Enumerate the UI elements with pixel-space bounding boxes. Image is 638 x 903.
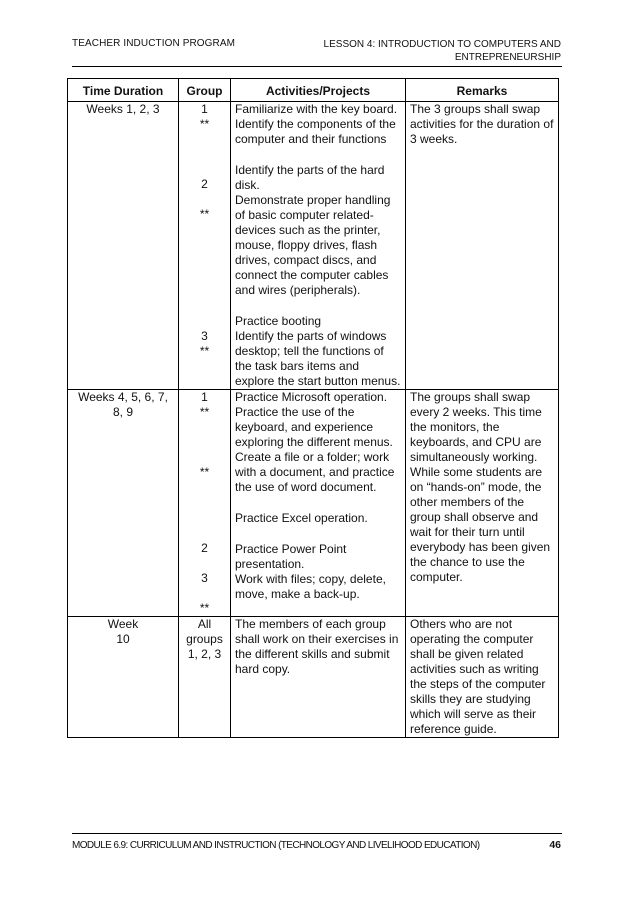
group-cell bbox=[179, 390, 231, 617]
table-row bbox=[68, 102, 559, 390]
group-label: groups bbox=[186, 632, 223, 646]
group-label: 3 bbox=[201, 571, 208, 585]
activity-item: Practice Microsoft operation. bbox=[235, 390, 388, 404]
group-cell bbox=[179, 617, 231, 738]
activity-item: Identify the parts of windows desktop; tell the functions of the task bars items and explore the start button menus. bbox=[235, 329, 401, 388]
group-label: ** bbox=[199, 465, 210, 479]
activities-cell bbox=[231, 390, 406, 617]
column-header-group: Group bbox=[179, 79, 231, 102]
group-label: 2 bbox=[201, 541, 208, 555]
header-lesson-title bbox=[300, 38, 561, 64]
activity-item: Practice booting bbox=[235, 314, 322, 328]
activity-item: Work with files; copy, delete, move, make a back-up. bbox=[235, 572, 386, 601]
table-header-row bbox=[68, 79, 559, 102]
group-label: ** bbox=[199, 601, 210, 615]
remarks-cell: The groups shall swap every 2 weeks. This time the monitors, the keyboards, and CPU are simultaneously working. While some students are on “hands-on” mode, the other members of the group shall observe and wait for their turn until everybody has been given the chance to use the computer. bbox=[406, 390, 559, 617]
activity-item: Practice the use of the keyboard, and experience exploring the different menus. bbox=[235, 405, 393, 449]
group-label: All bbox=[197, 617, 212, 631]
activity-item: Practice Power Point presentation. bbox=[235, 542, 347, 571]
activity-item: Demonstrate proper handling of basic computer related-devices such as the printer, mouse, floppy drives, flash drives, compact discs, and connect the computer cables and wires (peripherals). bbox=[235, 193, 391, 297]
table-row bbox=[68, 617, 559, 738]
activity-item: Familiarize with the key board. bbox=[235, 102, 398, 116]
duration-cell bbox=[68, 617, 179, 738]
group-label: 1 bbox=[201, 390, 208, 404]
header-lesson-line-2: ENTREPRENEURSHIP bbox=[454, 52, 561, 63]
header-program-title: TEACHER INDUCTION PROGRAM bbox=[72, 38, 236, 49]
group-label: 3 bbox=[201, 329, 208, 343]
header-lesson-line-1: LESSON 4: INTRODUCTION TO COMPUTERS AND bbox=[323, 39, 561, 50]
spacer bbox=[235, 298, 401, 314]
footer-divider bbox=[72, 833, 562, 834]
group-label: 2 bbox=[201, 177, 208, 191]
duration-cell: Weeks 4, 5, 6, 7, 8, 9 bbox=[68, 390, 179, 617]
spacer bbox=[235, 495, 401, 511]
group-label: ** bbox=[199, 344, 210, 358]
activities-table bbox=[67, 78, 559, 738]
column-header-activities: Activities/Projects bbox=[231, 79, 406, 102]
footer-module-title: MODULE 6.9: CURRICULUM AND INSTRUCTION (TECHNOLOGY AND LIVELIHOOD EDUCATION) bbox=[72, 840, 480, 851]
duration-cell: Weeks 1, 2, 3 bbox=[68, 102, 179, 390]
activity-item: Identify the parts of the hard disk. bbox=[235, 163, 385, 192]
activities-cell bbox=[231, 102, 406, 390]
duration-line: 10 bbox=[116, 632, 130, 646]
group-cell bbox=[179, 102, 231, 390]
activity-item: Create a file or a folder; work with a document, and practice the use of word document. bbox=[235, 450, 395, 494]
group-label: 1, 2, 3 bbox=[187, 647, 222, 661]
table-row bbox=[68, 390, 559, 617]
column-header-remarks: Remarks bbox=[406, 79, 559, 102]
activity-item: Identify the components of the computer and their functions bbox=[235, 117, 396, 146]
group-label: ** bbox=[199, 207, 210, 221]
group-label: ** bbox=[199, 117, 210, 131]
activities-cell: The members of each group shall work on their exercises in the different skills and submit hard copy. bbox=[231, 617, 406, 738]
header-divider bbox=[72, 66, 562, 67]
group-label: 1 bbox=[201, 102, 208, 116]
remarks-cell: Others who are not operating the computer shall be given related activities such as writing the steps of the computer skills they are studying which will serve as their reference guide. bbox=[406, 617, 559, 738]
spacer bbox=[235, 147, 401, 163]
group-label: ** bbox=[199, 405, 210, 419]
activity-item: Practice Excel operation. bbox=[235, 511, 368, 525]
page-number: 46 bbox=[549, 839, 561, 851]
column-header-time-duration: Time Duration bbox=[68, 79, 179, 102]
spacer bbox=[235, 526, 401, 542]
duration-line: Week bbox=[107, 617, 139, 631]
remarks-cell: The 3 groups shall swap activities for the duration of 3 weeks. bbox=[406, 102, 559, 390]
